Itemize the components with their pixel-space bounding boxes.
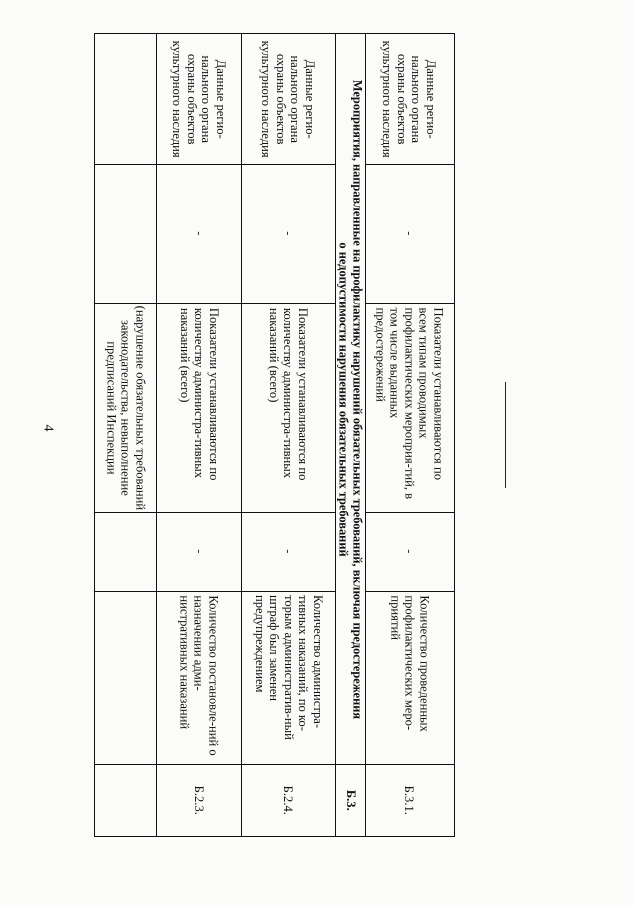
indicator-name: Количество администра-тивных наказаний, по ко-торым административ-ный штраф был заменен предупреждением: [252, 595, 325, 740]
name-cell: [241, 591, 335, 764]
indicator-continuation-text: (нарушение обязательных требований законодательства, невыполнение предписаний Инспекции: [104, 305, 148, 510]
row-code: Б.2.3.: [191, 785, 206, 815]
formula-cell: [241, 164, 335, 303]
indicator-name: Количество проведенных профилактических меро-приятий: [387, 595, 431, 732]
source-cell: [365, 34, 453, 164]
formula-value: -: [191, 231, 206, 236]
method-cell: [365, 303, 453, 512]
formula-cell: [156, 164, 241, 303]
source-cell: [156, 34, 241, 164]
target-cell: [241, 512, 335, 591]
name-cell: [156, 591, 241, 764]
target-cell: [156, 512, 241, 591]
source-text: Данные регио-нального органа охраны объектов культурного наследия: [259, 40, 318, 158]
page-number: 4: [40, 424, 56, 432]
indicator-continuation-cell: [95, 303, 156, 512]
indicators-table: [94, 33, 455, 837]
row-code: Б.3.1.: [402, 785, 417, 815]
source-text: Данные регио-нального органа охраны объектов культурного наследия: [169, 40, 228, 158]
section-code-cell: [335, 764, 365, 836]
target-value: -: [281, 549, 296, 554]
indicator-name: Количество постановле-ний о назначении адми-нистративных наказаний: [177, 595, 221, 756]
code-cell: [156, 764, 241, 836]
code-cell: [241, 764, 335, 836]
formula-value: -: [402, 231, 417, 236]
source-text: Данные регио-нального органа охраны объектов культурного наследия: [380, 40, 439, 158]
section-title: Мероприятия, направленные на профилактику нарушений обязательных требований, включая предостережения о недопустимости нарушения обязательных требований: [337, 79, 365, 719]
method-text: Показатели устанавливаются по количеству администра-тивных наказаний (всего): [266, 307, 310, 481]
formula-cell: [365, 164, 453, 303]
method-text: Показатели устанавливаются по количеству администра-тивных наказаний (всего): [177, 307, 221, 481]
method-cell: [156, 303, 241, 512]
section-code: Б.3.: [343, 789, 358, 811]
signature-line: [505, 382, 506, 488]
code-cell: [365, 764, 453, 836]
formula-value: -: [281, 231, 296, 236]
source-cell: [241, 34, 335, 164]
method-cell: [241, 303, 335, 512]
target-value: -: [402, 549, 417, 554]
name-cell: [365, 591, 453, 764]
target-value: -: [191, 549, 206, 554]
row-code: Б.2.4.: [281, 785, 296, 815]
section-title-cell: [335, 34, 365, 764]
method-text: Показатели устанавливаются по всем типам проводимых профилактических мероприя-тий, в том числе выданных предостережений: [373, 307, 446, 500]
target-cell: [365, 512, 453, 591]
